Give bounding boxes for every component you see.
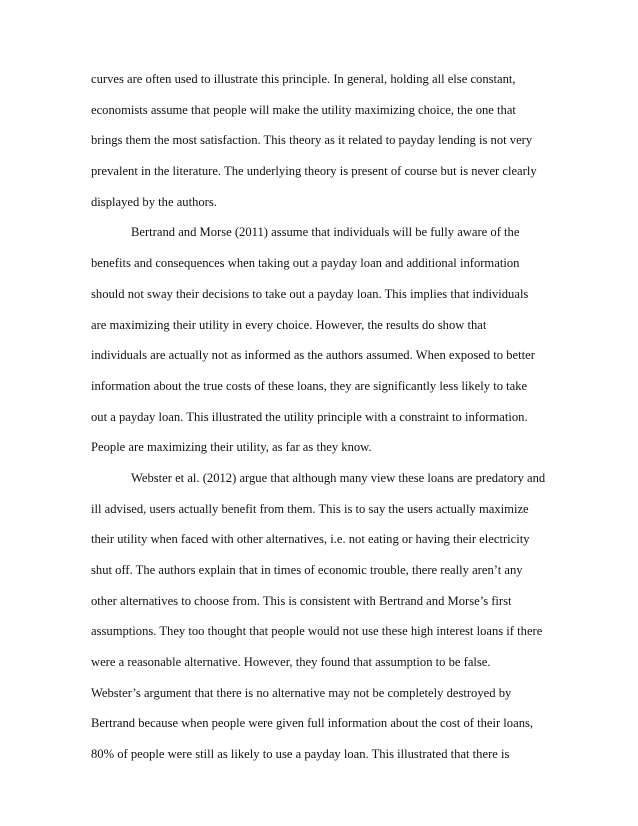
text-line: benefits and consequences when taking out a payday loan and additional information xyxy=(91,256,520,271)
text-line: their utility when faced with other alternatives, i.e. not eating or having their electricity xyxy=(91,532,530,547)
text-line: ill advised, users actually benefit from them. This is to say the users actually maximize xyxy=(91,501,529,516)
text-line: should not sway their decisions to take out a payday loan. This implies that individuals xyxy=(91,286,529,301)
text-line: Bertrand because when people were given full information about the cost of their loans, xyxy=(91,716,534,731)
text-line: shut off. The authors explain that in times of economic trouble, there really aren’t any xyxy=(91,563,523,577)
text-line: information about the true costs of these loans, they are significantly less likely to take xyxy=(91,378,528,393)
text-line: assumptions. They too thought that people would not use these high interest loans if there xyxy=(91,624,543,639)
text-line: out a payday loan. This illustrated the utility principle with a constraint to information. xyxy=(91,409,528,424)
body-text xyxy=(91,64,551,770)
text-line: Webster’s argument that there is no alternative may not be completely destroyed by xyxy=(91,685,512,700)
text-line: displayed by the authors. xyxy=(91,194,217,209)
text-line: individuals are actually not as informed as the authors assumed. When exposed to better xyxy=(91,348,535,363)
text-line: prevalent in the literature. The underlying theory is present of course but is never clearly xyxy=(91,164,537,179)
paragraph-first-line: Webster et al. (2012) argue that although many view these loans are predatory and xyxy=(131,470,546,485)
paragraph-first-line: Bertrand and Morse (2011) assume that individuals will be fully aware of the xyxy=(131,225,520,240)
text-line: brings them the most satisfaction. This theory as it related to payday lending is not very xyxy=(91,133,533,148)
text-line: were a reasonable alternative. However, they found that assumption to be false. xyxy=(91,655,491,670)
text-line: People are maximizing their utility, as far as they know. xyxy=(91,440,372,455)
text-line: economists assume that people will make the utility maximizing choice, the one that xyxy=(91,102,516,117)
text-line: are maximizing their utility in every choice. However, the results do show that xyxy=(91,317,487,332)
text-line: 80% of people were still as likely to use a payday loan. This illustrated that there is xyxy=(91,747,510,762)
text-line: other alternatives to choose from. This is consistent with Bertrand and Morse’s first xyxy=(91,593,512,608)
text-line: curves are often used to illustrate this principle. In general, holding all else constant, xyxy=(91,72,516,86)
